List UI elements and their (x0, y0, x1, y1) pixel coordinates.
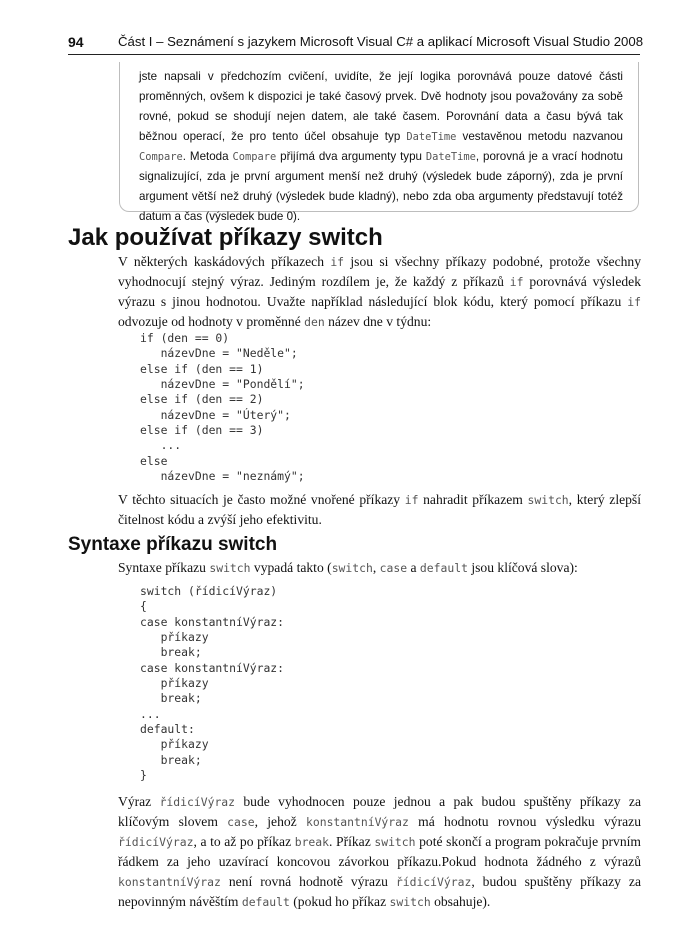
code-listing-if: if (den == 0) názevDne = "Neděle"; else if (den == 1) názevDne = "Pondělí"; else if (den == 2) názevDne = "Úterý"; else if (den == 3) ... else názevDne = "neznámý"; (140, 331, 305, 484)
code-listing-switch: switch (řídicíVýraz) { case konstantníVýraz: příkazy break; case konstantníVýraz: příkazy break; ... default: příkazy break; } (140, 584, 285, 783)
page-number: 94 (68, 34, 84, 50)
note-text: jste napsali v předchozím cvičení, uvidíte, že její logika porovnává pouze datové části proměnných, ovšem k dispozici je také časový prvek. Dvě hodnoty jsou považovány za sobě rovné, pokud se shodují nejen datem, ale také časem. Porovnání data a času bývá tak běžnou operací, že pro tento účel obsahuje typ DateTime vestavěnou metodu nazvanou Compare. Metoda Compare přijímá dva argumenty typu DateTime, porovná je a vrací hodnotu signalizující, zda je první argument menší než druhý (výsledek bude záporný), zda je první argument větší než druhý (výsledek bude kladný), nebo zda oba argumenty představují totéž datum a čas (výsledek bude 0). (139, 70, 623, 223)
header-rule (68, 54, 640, 55)
running-head: Část I – Seznámení s jazykem Microsoft Visual C# a aplikací Microsoft Visual Studio 2008 (118, 34, 644, 49)
paragraph-switch-benefit: V těchto situacích je často možné vnořené příkazy if nahradit příkazem switch, který zlepší čitelnost kódu a zvýší jeho efektivitu. (118, 492, 641, 527)
paragraph-syntax: Syntaxe příkazu switch vypadá takto (switch, case a default jsou klíčová slova): (118, 560, 578, 575)
section-heading: Jak používat příkazy switch (68, 224, 383, 251)
subsection-heading: Syntaxe příkazu switch (68, 534, 278, 555)
paragraph-intro: V některých kaskádových příkazech if jsou si všechny příkazy podobné, protože všechny vyhodnocují stejný výraz. Jediným rozdílem je, že každý z příkazů if porovnává výsledek výrazu s jinou hodnotou. Uvažte například následující blok kódu, který pomocí příkazu if odvozuje od hodnoty v proměnné den název dne v týdnu: (118, 254, 641, 329)
paragraph-explanation: Výraz řídicíVýraz bude vyhodnocen pouze jednou a pak budou spuštěny příkazy za klíčovým slovem case, jehož konstantníVýraz má hodnotu rovnou výsledku výrazu řídicíVýraz, a to až po příkaz break. Příkaz switch poté skončí a program pokračuje prvním řádkem za jeho uzavírací koncovou závorkou příkazu.Pokud hodnota žádného z výrazů konstantníVýraz není rovná hodnotě výrazu řídicíVýraz, budou spuštěny příkazy za nepovinným návěštím default (pokud ho příkaz switch obsahuje). (118, 794, 642, 909)
